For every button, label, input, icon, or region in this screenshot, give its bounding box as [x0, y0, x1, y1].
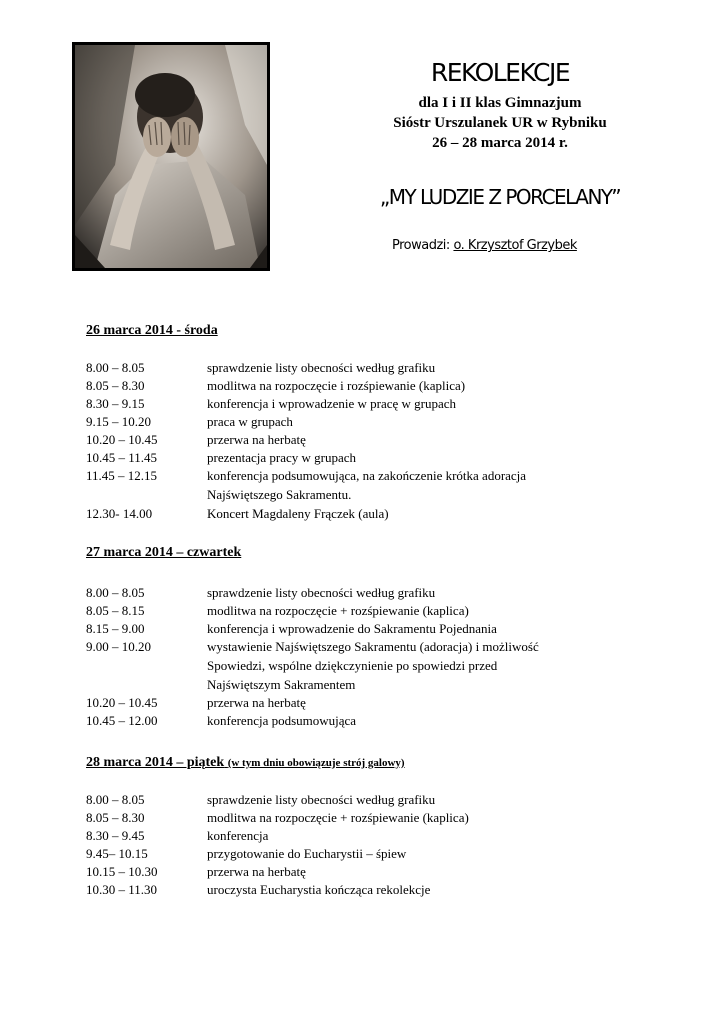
row-desc: przerwa na herbatę: [207, 695, 306, 710]
row-time: 10.30 – 11.30: [86, 882, 158, 897]
header-photo: [72, 42, 270, 271]
row-time: 10.20 – 10.45: [86, 695, 158, 710]
subtitle-dates: 26 – 28 marca 2014 r.: [432, 135, 568, 151]
row-time: 8.05 – 8.30: [86, 810, 145, 825]
row-time: 8.00 – 8.05: [86, 360, 145, 375]
leader-line: [392, 238, 577, 253]
row-time: 8.30 – 9.45: [86, 828, 145, 843]
motto: „MY LUDZIE Z PORCELANY”: [379, 185, 621, 209]
row-desc: modlitwa na rozpoczęcie + rozśpiewanie (kaplica): [207, 603, 469, 618]
day-heading-2-text: 27 marca 2014 – czwartek: [86, 545, 242, 560]
row-time: 8.00 – 8.05: [86, 585, 145, 600]
row-time: 10.20 – 10.45: [86, 432, 158, 447]
page-title: REKOLEKCJE: [430, 58, 570, 87]
row-desc: modlitwa na rozpoczęcie + rozśpiewanie (kaplica): [207, 810, 469, 825]
row-desc: modlitwa na rozpoczęcie i rozśpiewanie (kaplica): [207, 378, 466, 393]
row-time: 12.30- 14.00: [86, 506, 153, 521]
row-desc: sprawdzenie listy obecności według grafiku: [207, 360, 436, 375]
row-time: 8.05 – 8.30: [86, 378, 145, 393]
row-time: 9.45– 10.15: [86, 846, 148, 861]
row-desc: sprawdzenie listy obecności według grafiku: [207, 792, 436, 807]
day-heading-3-text: 28 marca 2014 – piątek: [86, 755, 225, 770]
row-desc: konferencja: [207, 828, 269, 843]
subtitle-school: Sióstr Urszulanek UR w Rybniku: [393, 115, 607, 131]
row-desc: Koncert Magdaleny Frączek (aula): [207, 506, 389, 521]
row-time: 11.45 – 12.15: [86, 468, 158, 483]
row-desc: konferencja podsumowująca, na zakończenie krótka adoracja: [207, 468, 527, 483]
row-time: 8.05 – 8.15: [86, 603, 145, 618]
row-desc: przerwa na herbatę: [207, 432, 306, 447]
leader-name: o. Krzysztof Grzybek: [453, 238, 577, 253]
row-desc: konferencja i wprowadzenie w pracę w grupach: [207, 396, 457, 411]
row-desc: konferencja i wprowadzenie do Sakramentu Pojednania: [207, 621, 497, 636]
person-covering-face-image: [75, 45, 267, 268]
day-heading-1-text: 26 marca 2014 - środa: [86, 323, 218, 338]
leader-label: Prowadzi:: [392, 238, 450, 253]
row-time: 9.00 – 10.20: [86, 639, 151, 654]
row-time: 10.15 – 10.30: [86, 864, 158, 879]
row-desc: uroczysta Eucharystia kończąca rekolekcje: [207, 882, 431, 897]
row-time: 8.00 – 8.05: [86, 792, 145, 807]
row-desc: przerwa na herbatę: [207, 864, 306, 879]
subtitle-audience: dla I i II klas Gimnazjum: [418, 95, 582, 111]
row-desc: Najświętszego Sakramentu.: [207, 487, 352, 502]
row-desc: przygotowanie do Eucharystii – śpiew: [207, 846, 407, 861]
row-desc: Spowiedzi, wspólne dziękczynienie po spowiedzi przed: [207, 658, 498, 673]
day-heading-3: [86, 755, 405, 771]
row-desc: praca w grupach: [207, 414, 293, 429]
row-desc: Najświętszym Sakramentem: [207, 677, 356, 692]
row-desc: wystawienie Najświętszego Sakramentu (adoracja) i możliwość: [207, 639, 539, 654]
day-heading-2: [86, 545, 241, 561]
row-time: 8.30 – 9.15: [86, 396, 145, 411]
row-desc: prezentacja pracy w grupach: [207, 450, 357, 465]
row-time: 9.15 – 10.20: [86, 414, 151, 429]
row-desc: konferencja podsumowująca: [207, 713, 357, 728]
row-desc: sprawdzenie listy obecności według grafiku: [207, 585, 436, 600]
day-heading-3-note: (w tym dniu obowiązuje strój galowy): [227, 757, 405, 769]
row-time: 10.45 – 12.00: [86, 713, 158, 728]
row-time: 8.15 – 9.00: [86, 621, 145, 636]
row-time: 10.45 – 11.45: [86, 450, 158, 465]
day-heading-1: [86, 323, 218, 339]
